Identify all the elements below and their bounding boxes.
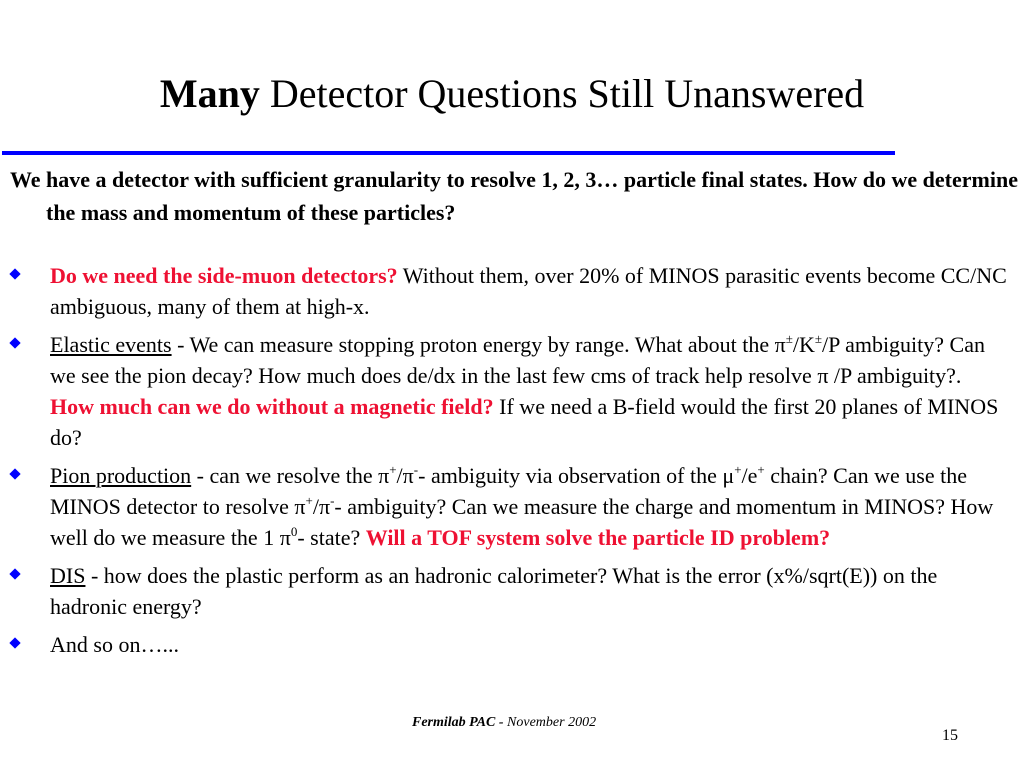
slash: / xyxy=(396,463,403,488)
mu-symbol: μ xyxy=(722,463,735,488)
slide-title xyxy=(0,68,1024,120)
diamond-bullet-icon xyxy=(9,268,20,279)
plus-minus-sup: ± xyxy=(814,331,823,346)
page-number: 15 xyxy=(942,727,958,744)
diamond-bullet-icon xyxy=(9,337,20,348)
pi-symbol: π xyxy=(774,332,786,357)
plus-sup: + xyxy=(734,462,742,477)
elastic-events-heading: Elastic events xyxy=(50,332,172,357)
tof-question: Will a TOF system solve the particle ID problem? xyxy=(365,525,831,550)
pion-text-5: - ambiguity? Can we measure the charge and momentum in MINOS? How well do we measure the 1 xyxy=(50,494,994,550)
pion-text-1: - can we resolve the xyxy=(191,463,379,488)
footer-org: Fermilab PAC - xyxy=(412,715,504,730)
slash: / xyxy=(312,494,319,519)
dis-heading: DIS xyxy=(50,563,86,588)
intro-text: We have a detector with sufficient granularity to resolve 1, 2, 3… particle final states. How do we determine the mass and momentum of these particles? xyxy=(10,167,1018,225)
pion-production-heading: Pion production xyxy=(50,463,192,488)
diamond-bullet-icon xyxy=(9,568,20,579)
side-muon-text: Without them, over 20% of MINOS parasitic events become CC/NC ambiguous, many of them at high-x. xyxy=(50,263,1007,319)
footer-date: November 2002 xyxy=(507,715,597,730)
bullet-dis xyxy=(0,560,1010,622)
title-rest: Detector Questions Still Unanswered xyxy=(269,71,865,116)
diamond-bullet-icon xyxy=(9,637,20,648)
elastic-text-2: /K xyxy=(792,332,815,357)
bullet-pion-production xyxy=(0,460,1010,553)
zero-sup: 0 xyxy=(290,524,298,539)
minus-sup: - xyxy=(330,493,335,508)
slide-footer xyxy=(412,714,596,732)
pion-text-3: /e xyxy=(741,463,758,488)
magnetic-field-question: How much can we do without a magnetic field? xyxy=(50,394,494,419)
pi-symbol: π xyxy=(402,463,414,488)
diamond-bullet-icon xyxy=(9,468,20,479)
plus-sup: + xyxy=(305,493,313,508)
elastic-text-5: If we need a B-field would the first 20 planes of MINOS do? xyxy=(50,394,999,450)
plus-minus-sup: ± xyxy=(785,331,793,346)
pi-symbol: π xyxy=(378,463,390,488)
plus-sup: + xyxy=(389,462,397,477)
bullet-list xyxy=(0,260,1010,667)
pi-symbol: π xyxy=(279,525,291,550)
elastic-text-3: /P ambiguity? Can we see the pion decay? How much does de/dx in the last few cms of track help resolve xyxy=(50,332,985,388)
pion-text-6: - state? xyxy=(297,525,366,550)
bullet-side-muon xyxy=(0,260,1010,322)
pi-symbol: π xyxy=(294,494,306,519)
pion-text-2: - ambiguity via observation of the xyxy=(418,463,723,488)
title-divider xyxy=(2,151,895,155)
side-muon-question: Do we need the side-muon detectors? xyxy=(50,263,398,288)
pi-symbol: π xyxy=(318,494,331,519)
and-so-on-text: And so on…... xyxy=(50,632,179,657)
bullet-and-so-on xyxy=(0,629,1010,660)
bullet-elastic-events xyxy=(0,329,1010,453)
pion-text-4: chain? Can we use the MINOS detector to resolve xyxy=(50,463,967,519)
plus-sup: + xyxy=(757,462,765,477)
dis-text: - how does the plastic perform as an hadronic calorimeter? What is the error (x%/sqrt(E)) on the hadronic energy? xyxy=(50,563,938,619)
minus-sup: - xyxy=(413,462,419,477)
title-bold: Many xyxy=(159,71,260,116)
elastic-text-4: /P ambiguity?. xyxy=(828,363,962,388)
elastic-text-1: - We can measure stopping proton energy by range. What about the xyxy=(171,332,775,357)
pi-symbol: π xyxy=(817,363,829,388)
